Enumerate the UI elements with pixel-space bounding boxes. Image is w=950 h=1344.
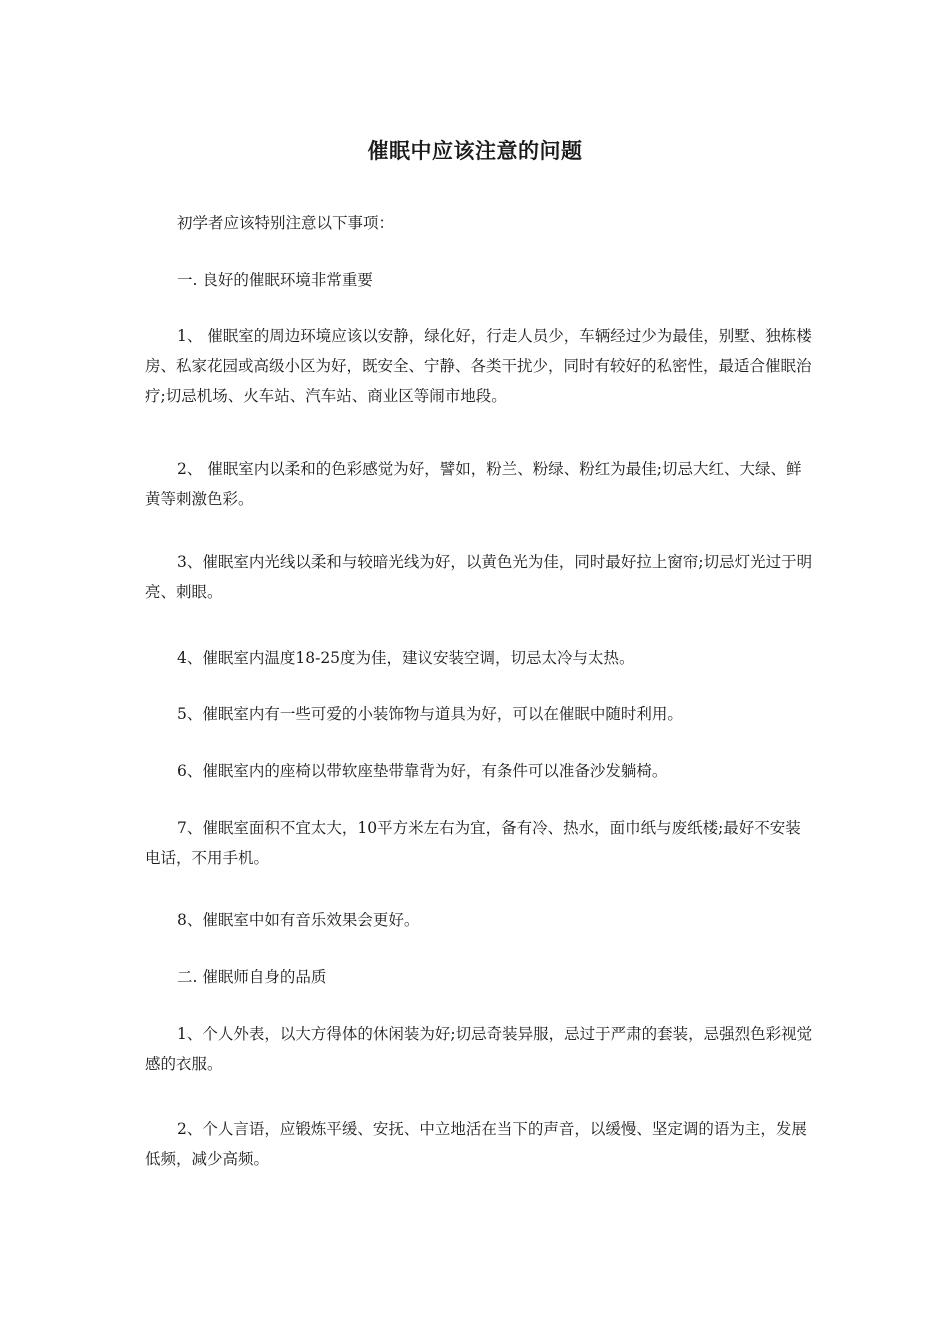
hypnotist-item-1: 1、个人外表，以大方得体的休闲装为好;切忌奇装异服，忌过于严肃的套装，忌强烈色彩视觉感的衣服。	[145, 1025, 813, 1073]
intro-paragraph: 初学者应该特别注意以下事项：	[177, 214, 395, 232]
environment-item-7: 7、催眠室面积不宜太大，10平方米左右为宜，备有冷、热水，面巾纸与废纸楼;最好不安装电话，不用手机。	[145, 819, 801, 867]
environment-item-1: 1、 催眠室的周边环境应该以安静，绿化好，行走人员少，车辆经过少为最佳，别墅、独栋楼房、私家花园或高级小区为好，既安全、宁静、各类干扰少，同时有较好的私密性，最适合催眠治疗;切忌机场、火车站、汽车站、商业区等闹市地段。	[145, 327, 812, 405]
environment-item-3: 3、催眠室内光线以柔和与较暗光线为好，以黄色光为佳，同时最好拉上窗帘;切忌灯光过于明亮、刺眼。	[145, 553, 813, 601]
section-heading-hypnotist: 二. 催眠师自身的品质	[177, 968, 327, 986]
section-heading-environment: 一. 良好的催眠环境非常重要	[177, 271, 373, 289]
environment-item-8: 8、催眠室中如有音乐效果会更好。	[177, 911, 420, 929]
environment-item-6: 6、催眠室内的座椅以带软座垫带靠背为好，有条件可以准备沙发躺椅。	[177, 762, 668, 780]
environment-item-4: 4、催眠室内温度18-25度为佳，建议安装空调，切忌太冷与太热。	[177, 649, 635, 667]
hypnotist-item-2: 2、个人言语，应锻炼平缓、安抚、中立地活在当下的声音，以缓慢、坚定调的语为主，发展低频，减少高频。	[145, 1120, 807, 1168]
document-title: 催眠中应该注意的问题	[367, 139, 583, 163]
environment-item-2: 2、 催眠室内以柔和的色彩感觉为好，譬如，粉兰、粉绿、粉红为最佳;切忌大红、大绿、鲜黄等刺激色彩。	[145, 460, 802, 508]
environment-item-5: 5、催眠室内有一些可爱的小装饰物与道具为好，可以在催眠中随时利用。	[177, 705, 683, 723]
